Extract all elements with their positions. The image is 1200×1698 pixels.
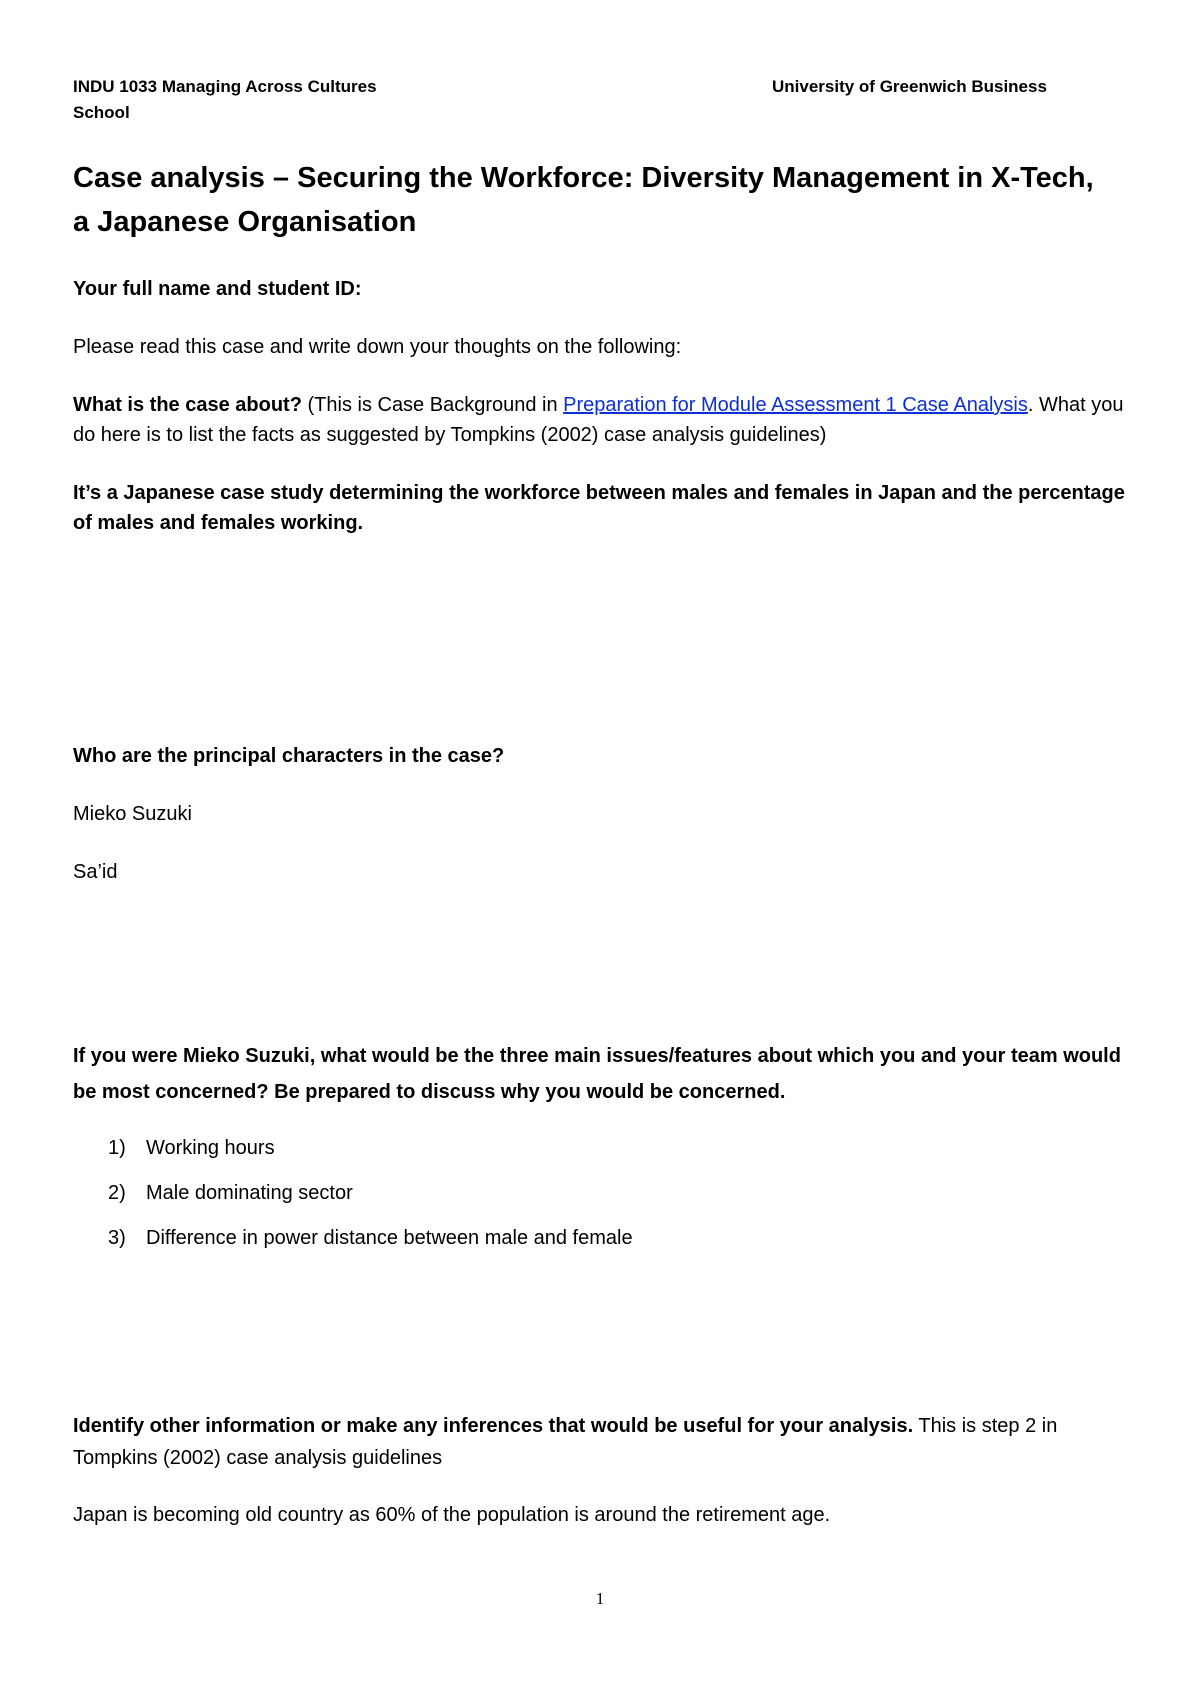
list-item-text: Difference in power distance between male and female: [146, 1227, 633, 1249]
page-number: 1: [595, 1589, 605, 1608]
answer-case-about: It’s a Japanese case study determining the workforce between males and females in Japan and the percentage of males and females working.: [73, 482, 1125, 534]
list-item-number: 2): [108, 1182, 126, 1204]
question-principal-characters: Who are the principal characters in the case?: [73, 745, 505, 767]
list-item-number: 3): [108, 1227, 126, 1249]
list-item: [108, 1133, 275, 1163]
question-case-about-bold: What is the case about?: [73, 394, 302, 416]
question-case-about-text: (This is Case Background in: [301, 394, 564, 416]
list-item-number: 1): [108, 1137, 126, 1159]
answer-character-2: Sa’id: [73, 861, 118, 883]
header-institution: University of Greenwich Business: [772, 77, 1047, 96]
page-header: [73, 74, 1093, 126]
question-other-information-bold: Identify other information or make any inferences that would be useful for your analysis.: [73, 1415, 914, 1437]
list-item-text: Male dominating sector: [146, 1182, 353, 1204]
list-item-text: Working hours: [146, 1137, 275, 1159]
list-item: [108, 1223, 633, 1253]
name-prompt: Your full name and student ID:: [73, 278, 362, 300]
question-case-about: [73, 390, 1133, 450]
assessment-link[interactable]: Preparation for Module Assessment 1 Case Analysis: [563, 394, 1028, 416]
instruction-text: Please read this case and write down your thoughts on the following:: [73, 336, 682, 358]
question-main-issues: If you were Mieko Suzuki, what would be the three main issues/features about which you and your team would be most concerned? Be prepared to discuss why you would be concerned.: [73, 1045, 1121, 1103]
list-item: [108, 1178, 353, 1208]
question-other-information-text: This is step 2 in Tompkins (2002) case analysis guidelines: [73, 1415, 1058, 1469]
page-title: Case analysis – Securing the Workforce: Diversity Management in X-Tech, a Japanese Organisation: [73, 162, 1094, 238]
header-course: INDU 1033 Managing Across Cultures: [73, 77, 377, 96]
question-other-information: [73, 1410, 1133, 1474]
question-case-about-text-after: . What you do here is to list the facts as suggested by Tompkins (2002) case analysis guidelines): [73, 394, 1124, 446]
answer-other-information: Japan is becoming old country as 60% of the population is around the retirement age.: [73, 1504, 831, 1526]
header-institution-continuation: School: [73, 103, 130, 122]
answer-character-1: Mieko Suzuki: [73, 803, 192, 825]
